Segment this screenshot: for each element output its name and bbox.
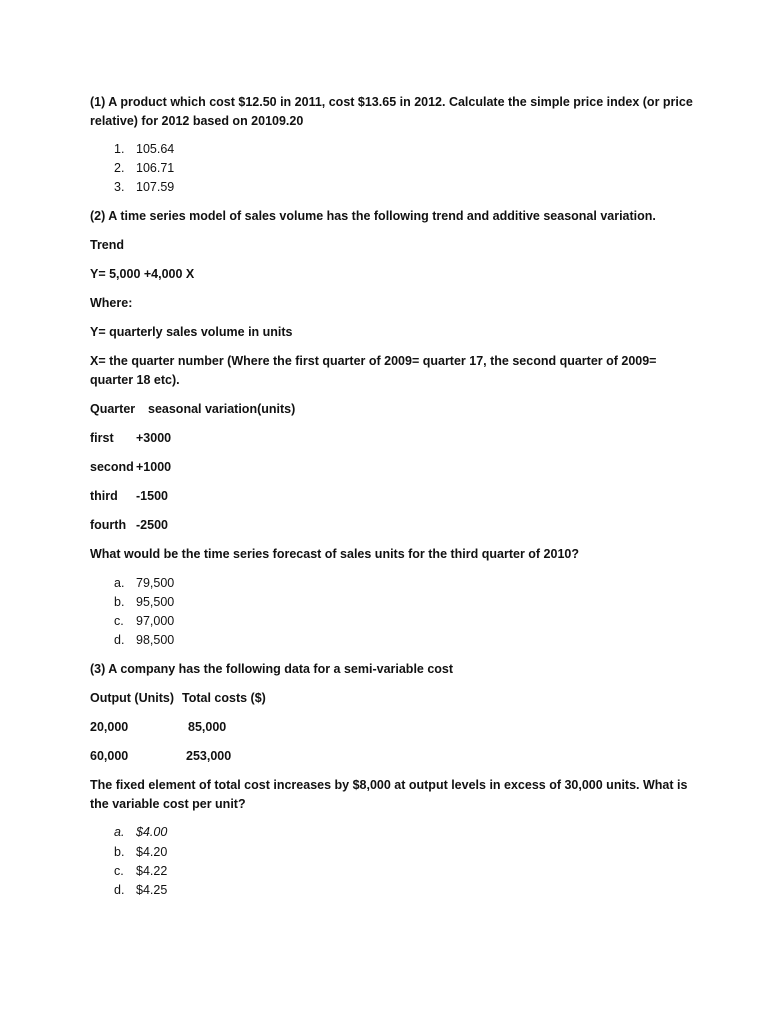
quarter-variation: +3000 (136, 431, 172, 445)
q2-table-row (90, 490, 168, 503)
q2-y-definition: Y= quarterly sales volume in units (90, 325, 293, 339)
quarter-variation: +1000 (136, 460, 172, 474)
q3-option-a (114, 826, 167, 839)
q2-header-quarter: Quarter (90, 402, 136, 416)
output-value: 60,000 (90, 749, 129, 763)
option-marker: b. (114, 595, 125, 609)
q3-option-b (114, 846, 167, 859)
q2-where: Where: (90, 296, 133, 310)
option-value: $4.22 (136, 864, 168, 878)
q2-intro: (2) A time series model of sales volume has the following trend and additive seasonal variation. (90, 209, 656, 223)
quarter-variation: -2500 (136, 518, 168, 532)
option-value: 95,500 (136, 595, 175, 609)
q2-x-definition-line2: quarter 18 etc). (90, 373, 180, 387)
option-value: $4.25 (136, 883, 168, 897)
option-marker: 1. (114, 142, 125, 156)
option-value: 105.64 (136, 142, 175, 156)
q2-option-b (114, 596, 174, 609)
q3-option-d (114, 884, 167, 897)
quarter-name: fourth (90, 518, 127, 532)
q2-equation: Y= 5,000 +4,000 X (90, 267, 195, 281)
q2-table-header (90, 403, 295, 416)
q3-header-cost: Total costs ($) (182, 691, 266, 705)
q3-table-row (90, 750, 231, 763)
option-value: 98,500 (136, 633, 175, 647)
option-marker: d. (114, 633, 125, 647)
quarter-name: first (90, 431, 114, 445)
q3-table-header (90, 692, 266, 705)
q2-x-definition-line1: X= the quarter number (Where the first quarter of 2009= quarter 17, the second quarter of 2009= (90, 354, 657, 368)
option-marker: 2. (114, 161, 125, 175)
option-value: 107.59 (136, 180, 175, 194)
quarter-name: second (90, 460, 134, 474)
q3-intro: (3) A company has the following data for a semi-variable cost (90, 662, 454, 676)
q3-header-output: Output (Units) (90, 691, 175, 705)
option-marker: a. (114, 576, 125, 590)
q2-header-variation: seasonal variation(units) (148, 402, 296, 416)
q1-option-1 (114, 143, 174, 156)
cost-value: 85,000 (188, 720, 227, 734)
quarter-variation: -1500 (136, 489, 168, 503)
q2-table-row (90, 519, 168, 532)
option-value: $4.00 (136, 825, 168, 839)
q3-question-line1: The fixed element of total cost increases by $8,000 at output levels in excess of 30,000 units. What is (90, 778, 688, 792)
option-marker: c. (114, 864, 124, 878)
q2-option-a (114, 577, 174, 590)
q2-trend-label: Trend (90, 238, 125, 252)
q1-option-2 (114, 162, 174, 175)
quarter-name: third (90, 489, 118, 503)
option-value: 79,500 (136, 576, 175, 590)
option-value: 106.71 (136, 161, 175, 175)
option-marker: d. (114, 883, 125, 897)
q2-table-row (90, 461, 171, 474)
q1-text-line1: (1) A product which cost $12.50 in 2011, cost $13.65 in 2012. Calculate the simple price index (or price (90, 95, 693, 109)
q1-option-3 (114, 181, 174, 194)
q3-question-line2: the variable cost per unit? (90, 797, 246, 811)
q2-table-row (90, 432, 171, 445)
option-value: 97,000 (136, 614, 175, 628)
option-value: $4.20 (136, 845, 168, 859)
option-marker: b. (114, 845, 125, 859)
option-marker: 3. (114, 180, 125, 194)
q3-option-c (114, 865, 167, 878)
q2-question: What would be the time series forecast of sales units for the third quarter of 2010? (90, 547, 579, 561)
option-marker: a. (114, 825, 125, 839)
option-marker: c. (114, 614, 124, 628)
q3-table-row (90, 721, 226, 734)
q1-text-line2: relative) for 2012 based on 20109.20 (90, 114, 304, 128)
output-value: 20,000 (90, 720, 129, 734)
q2-option-c (114, 615, 174, 628)
cost-value: 253,000 (186, 749, 232, 763)
q2-option-d (114, 634, 174, 647)
